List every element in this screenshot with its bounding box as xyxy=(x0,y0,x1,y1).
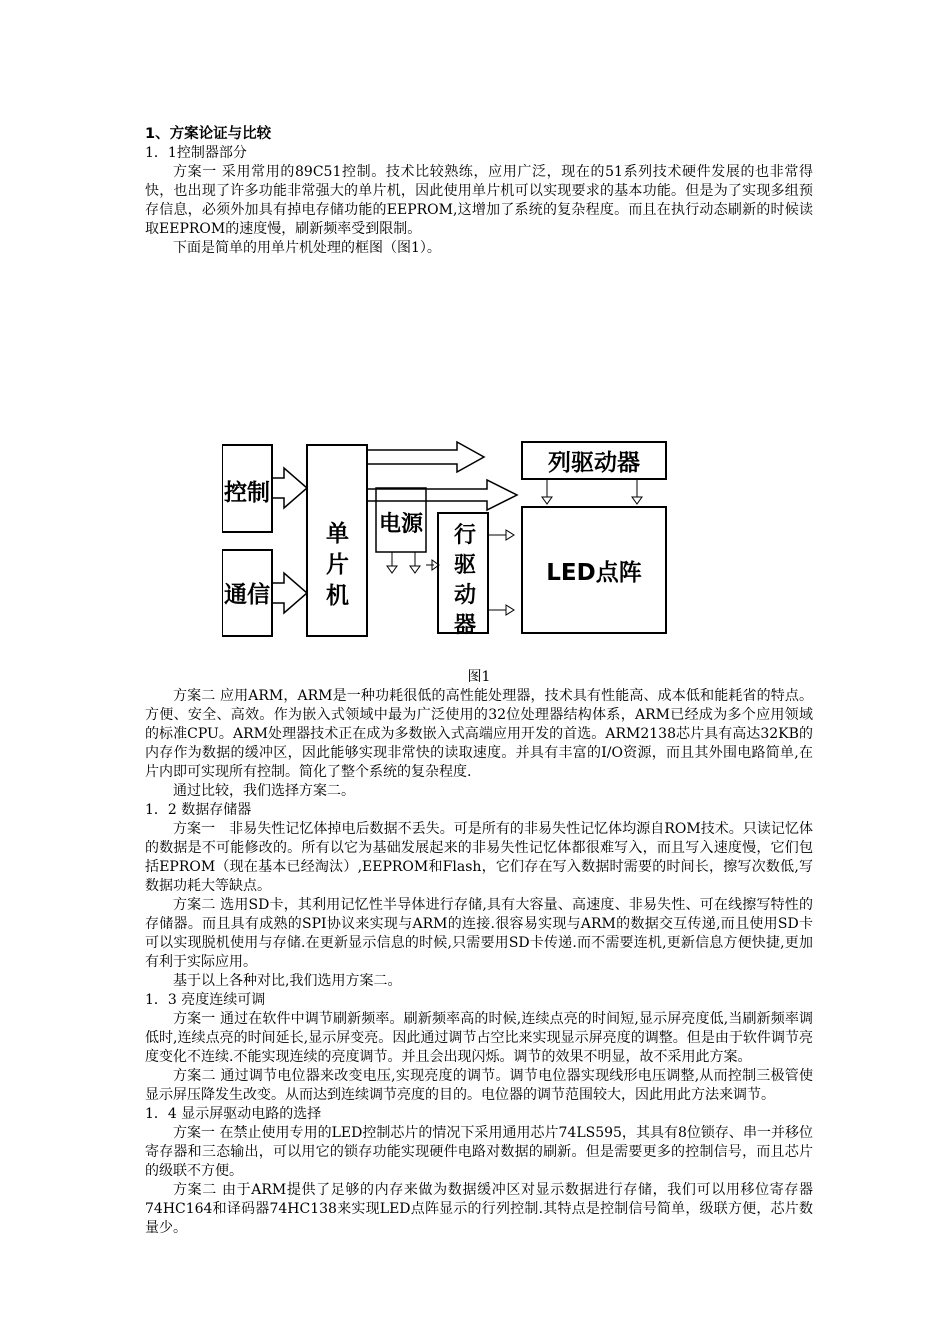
arrow-power-down-1 xyxy=(387,566,397,573)
subsection-title-brightness: 1．3 亮度连续可调 xyxy=(145,992,266,1008)
paragraph-brightness-plan1: 方案一 通过在软件中调节刷新频率。刷新频率高的时候,连续点亮的时间短,显示屏亮度低,当刷新频率调低时,连续点亮的时间延长,显示屏变亮。因此通过调节占空比来实现显示屏亮度的调整。但是由于软件调节亮度变化不连续.不能实现连续的亮度调节。并且会出现闪烁。调节的效果不明显，故不采用此方案。 xyxy=(145,1011,813,1065)
subsection-title-driver: 1．4 显示屏驱动电路的选择 xyxy=(145,1106,322,1122)
arrow-power-down-2 xyxy=(410,566,420,573)
paragraph-storage-plan1: 方案一 非易失性记忆体掉电后数据不丢失。可是所有的非易失性记忆体均源自ROM技术。只读记忆体的数据是不可能修改的。所有以它为基础发展起来的非易失性记忆体都很难写入，而且写入速度慢，它们包括EPROM（现在基本已经淘汰）,EEPROM和Flash，它们存在写入数据时需要的时间长，擦写次数低,写数据功耗大等缺点。 xyxy=(145,821,813,894)
paragraph-brightness-plan2: 方案二 通过调节电位器来改变电压,实现亮度的调节。调节电位器实现线形电压调整,从而控制三极管使显示屏压降发生改变。从而达到连续调节亮度的目的。电位器的调节范围较大，因此用此方法来调节。 xyxy=(145,1068,813,1103)
arrow-rowdriver-to-led-2 xyxy=(506,605,514,615)
document-page xyxy=(145,124,813,1238)
col-driver-label: 列驱动器 xyxy=(548,450,640,476)
block-diagram xyxy=(222,440,672,775)
arrow-mcu-to-coldriver-2 xyxy=(367,480,517,510)
paragraph-figure-intro: 下面是简单的用单片机处理的框图（图1）。 xyxy=(173,240,441,256)
paragraph-plan1-mcu: 方案一 采用常用的89C51控制。技术比较熟练，应用广泛，现在的51系列技术硬件发展的也非常得快，也出现了许多功能非常强大的单片机，因此使用单片机可以实现要求的基本功能。但是为了实现多组预存信息，必须外加具有掉电存储功能的EEPROM,这增加了系统的复杂程度。而且在执行动态刷新的时候读取EEPROM的速度慢，刷新频率受到限制。 xyxy=(145,164,813,237)
paragraph-controller-conclusion: 通过比较，我们选择方案二。 xyxy=(173,783,355,799)
paragraph-driver-plan2: 方案二 由于ARM提供了足够的内存来做为数据缓冲区对显示数据进行存储，我们可以用移位寄存器74HC164和译码器74HC138来实现LED点阵显示的行列控制.其特点是控制信号简单，级联方便，芯片数量少。 xyxy=(145,1182,813,1236)
section-heading: 1、方案论证与比较 xyxy=(145,126,272,142)
arrow-control-to-mcu xyxy=(272,468,307,508)
arrow-mcu-to-coldriver-1 xyxy=(367,442,484,472)
comm-label: 通信 xyxy=(224,582,270,608)
row-driver-label: 行驱动器 xyxy=(454,523,477,638)
arrow-coldriver-to-led-2 xyxy=(632,497,642,504)
figure-block-diagram xyxy=(145,258,813,668)
arrow-rowdriver-to-led-1 xyxy=(506,530,514,540)
control-label: 控制 xyxy=(224,480,270,506)
paragraph-plan2-arm: 方案二 应用ARM，ARM是一种功耗很低的高性能处理器，技术具有性能高、成本低和能耗省的特点。方便、安全、高效。作为嵌入式领域中最为广泛使用的32位处理器结构体系，ARM已经成为多个应用领域的标准CPU。ARM处理器技术正在成为多数嵌入式高端应用开发的首选。ARM2138芯片具有高达32KB的内存作为数据的缓冲区，因此能够实现非常快的读取速度。并具有丰富的I/O资源，而且其外围电路简单,在片内即可实现所有控制。简化了整个系统的复杂程度. xyxy=(145,688,813,780)
power-label: 电源 xyxy=(378,512,424,537)
mcu-label: 单片机 xyxy=(326,521,349,609)
paragraph-storage-plan2: 方案二 选用SD卡，其利用记忆性半导体进行存储,具有大容量、高速度、非易失性、可在线擦写特性的存储器。而且具有成熟的SPI协议来实现与ARM的连接.很容易实现与ARM的数据交互传递,而且使用SD卡可以实现脱机使用与存储.在更新显示信息的时候,只需要用SD卡传递.而不需要连机,更新信息方便快捷,更加有利于实际应用。 xyxy=(145,897,813,970)
paragraph-driver-plan1: 方案一 在禁止使用专用的LED控制芯片的情况下采用通用芯片74LS595，其具有8位锁存、串一并移位寄存器和三态输出，可以用它的锁存功能实现硬件电路对数据的刷新。但是需要更多的控制信号，而且芯片的级联不方便。 xyxy=(145,1125,813,1179)
paragraph-storage-conclusion: 基于以上各种对比,我们选用方案二。 xyxy=(173,973,402,989)
led-matrix-label: LED点阵 xyxy=(546,560,642,586)
arrow-comm-to-mcu xyxy=(272,573,307,613)
subsection-title-storage: 1．2 数据存储器 xyxy=(145,802,252,818)
arrow-coldriver-to-led-1 xyxy=(542,497,552,504)
subsection-title-controller: 1．1控制器部分 xyxy=(145,145,247,161)
figure-caption: 图1 xyxy=(467,669,491,685)
